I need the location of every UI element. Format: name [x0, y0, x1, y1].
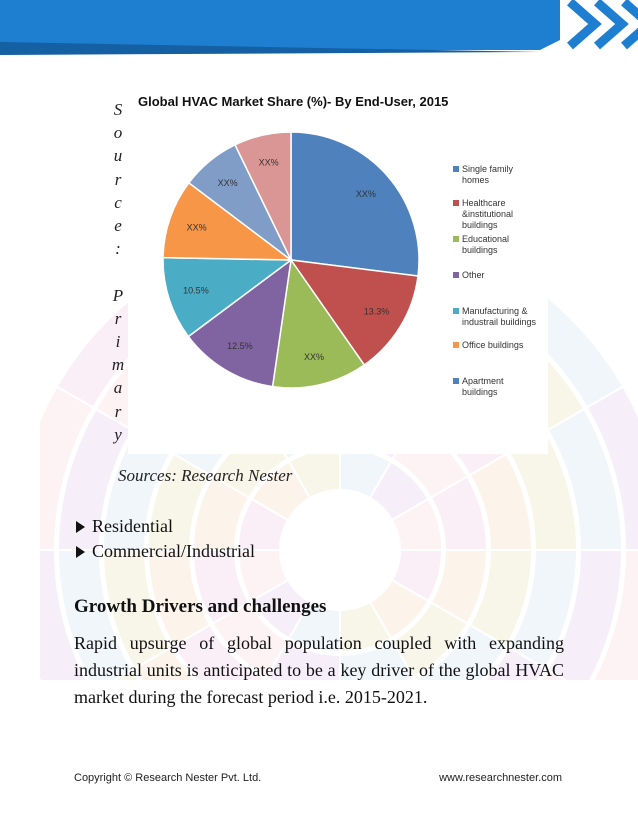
slice-label: 12.5% [227, 340, 253, 351]
legend-label: &institutional [462, 209, 514, 219]
legend-swatch [453, 378, 459, 384]
vertical-letter: a [113, 378, 123, 398]
footer-website-link[interactable]: www.researchnester.com [439, 772, 562, 784]
slice-label: 10.5% [183, 285, 209, 296]
legend-label: homes [462, 175, 490, 185]
section-heading: Growth Drivers and challenges [74, 596, 327, 617]
body-paragraph: Rapid upsurge of global population coupled with expanding industrial units is anticipated to be a key driver of the global HVAC market during the forecast period i.e. 2015-2021. [74, 633, 564, 707]
bullet-item [76, 539, 255, 564]
vertical-letter [108, 260, 128, 283]
legend-label: Apartment [462, 376, 504, 386]
vertical-letter: P [112, 285, 124, 305]
legend-swatch [453, 166, 459, 172]
pie-slice [291, 132, 419, 276]
vertical-letter: u [113, 146, 123, 166]
pie-chart [128, 86, 548, 454]
legend-label: Office buildings [462, 340, 524, 350]
vertical-letter: r [114, 401, 122, 421]
vertical-letter: S [113, 100, 123, 119]
legend-label: Manufacturing & [462, 306, 528, 316]
chart-title: Global HVAC Market Share (%)- By End-User, 2015 [138, 94, 449, 109]
vertical-letter: r [114, 169, 122, 189]
footer-copyright: Copyright © Research Nester Pvt. Ltd. [74, 772, 262, 784]
vertical-letter: m [111, 355, 125, 375]
vertical-source-label [108, 98, 128, 446]
chevron-icon [570, 2, 638, 46]
arrow-bullet-icon [76, 546, 85, 558]
legend-swatch [453, 236, 459, 242]
legend-label: Healthcare [462, 198, 506, 208]
legend-swatch [453, 308, 459, 314]
slice-label: XX% [186, 222, 207, 233]
legend-label: Single family [462, 164, 514, 174]
bullet-label: Residential [92, 516, 173, 536]
slice-label: XX% [303, 352, 325, 363]
slice-label: XX% [258, 157, 279, 168]
legend-swatch [453, 200, 459, 206]
slice-label: XX% [355, 188, 376, 199]
legend-swatch [453, 272, 459, 278]
vertical-letter: e [114, 216, 122, 236]
arrow-bullet-icon [76, 521, 85, 533]
legend-label: buildings [462, 220, 498, 230]
vertical-letter: y [114, 424, 122, 444]
legend-label: Educational [462, 234, 510, 244]
bullet-label: Commercial/Industrial [92, 541, 255, 561]
legend-label: buildings [462, 245, 498, 255]
legend-label: Other [462, 270, 485, 280]
slice-label: 13.3% [363, 306, 390, 317]
vertical-letter: r [114, 308, 122, 328]
legend-label: industrail buildings [462, 317, 537, 327]
legend-label: buildings [462, 387, 498, 397]
bullet-item [76, 514, 255, 539]
vertical-letter: i [115, 332, 121, 352]
legend-swatch [453, 342, 459, 348]
vertical-letter: : [115, 239, 121, 259]
bullet-list [76, 514, 255, 564]
header-banner [0, 0, 638, 64]
vertical-letter: o [113, 123, 123, 143]
slice-label: XX% [217, 177, 238, 188]
sources-caption: Sources: Research Nester [118, 466, 293, 485]
pie-chart-svg [128, 86, 548, 454]
vertical-letter: c [114, 192, 122, 212]
